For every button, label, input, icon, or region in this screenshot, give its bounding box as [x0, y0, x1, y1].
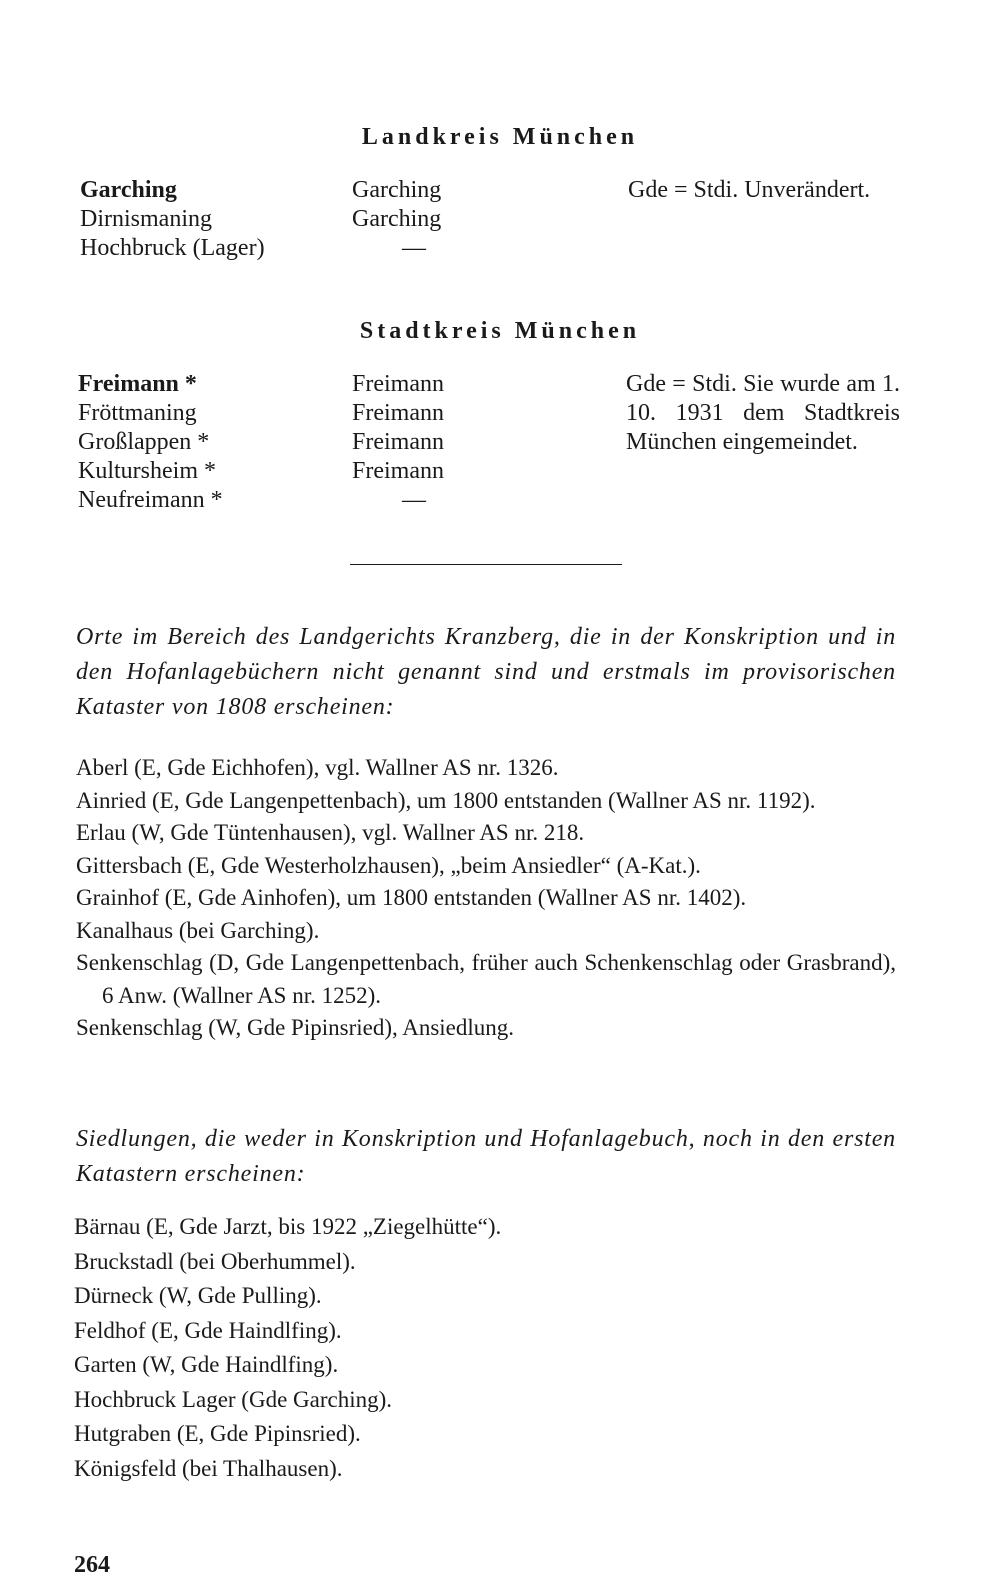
parish-names-stadtkreis: [352, 370, 444, 515]
list-item: Senkenschlag (W, Gde Pipinsried), Ansiedlung.: [76, 1015, 515, 1040]
place-names-stadtkreis: [78, 370, 223, 515]
page-number: 264: [74, 1552, 110, 1578]
list-item: Ainried (E, Gde Langenpettenbach), um 1800 entstanden (Wallner AS nr. 1192).: [76, 787, 816, 813]
parish-name: Garching: [352, 206, 442, 232]
place-name: Garching: [80, 177, 177, 203]
list-item: Königsfeld (bei Thalhausen).: [74, 1455, 343, 1481]
list-item: Senkenschlag (D, Gde Langenpettenbach, früher auch Schenkenschlag oder Grasbrand), 6 Anw. (Wallner AS nr. 1252).: [76, 950, 896, 1008]
place-name: Neufreimann *: [78, 487, 223, 513]
list-item: Aberl (E, Gde Eichhofen), vgl. Wallner AS nr. 1326.: [76, 755, 559, 780]
remark-landkreis: Gde = Stdi. Unverändert.: [628, 177, 871, 203]
list1-entries: [76, 752, 896, 1045]
list-item: Bruckstadl (bei Oberhummel).: [74, 1248, 356, 1274]
list-item: Grainhof (E, Gde Ainhofen), um 1800 entstanden (Wallner AS nr. 1402).: [76, 885, 747, 910]
place-name: Freimann *: [78, 371, 197, 397]
list-item: Bärnau (E, Gde Jarzt, bis 1922 „Ziegelhütte“).: [74, 1214, 502, 1239]
parish-name: —: [402, 235, 426, 261]
section-heading-landkreis: Landkreis München: [361, 124, 639, 150]
parish-name: —: [402, 487, 426, 513]
parish-name: Freimann: [352, 371, 444, 397]
parish-name: Garching: [352, 177, 442, 203]
place-name: Großlappen *: [78, 429, 210, 455]
place-name: Kultursheim *: [78, 458, 216, 484]
list-item: Dürneck (W, Gde Pulling).: [74, 1283, 322, 1308]
remark-stadtkreis: Gde = Stdi. Sie wurde am 1. 10. 1931 dem Stadtkreis München eingemeindet.: [626, 371, 900, 455]
divider-rule: [350, 564, 622, 565]
list2-entries: [74, 1210, 894, 1486]
list2-intro: Siedlungen, die weder in Konskription und Hofanlagebuch, noch in den ersten Katastern erscheinen:: [76, 1126, 896, 1187]
parish-name: Freimann: [352, 429, 444, 455]
place-name: Dirnismaning: [80, 206, 212, 232]
place-names-landkreis: [80, 176, 265, 263]
place-name: Hochbruck (Lager): [80, 235, 265, 261]
list-item: Garten (W, Gde Haindlfing).: [74, 1352, 339, 1377]
list-item: Hochbruck Lager (Gde Garching).: [74, 1386, 393, 1412]
parish-names-landkreis: [352, 176, 441, 263]
place-name: Fröttmaning: [78, 400, 197, 426]
list-item: Erlau (W, Gde Tüntenhausen), vgl. Wallner AS nr. 218.: [76, 820, 585, 845]
list-item: Feldhof (E, Gde Haindlfing).: [74, 1317, 342, 1343]
list-item: Gittersbach (E, Gde Westerholzhausen), „beim Ansiedler“ (A-Kat.).: [76, 852, 701, 878]
parish-name: Freimann: [352, 400, 444, 426]
parish-name: Freimann: [352, 458, 444, 484]
list-item: Kanalhaus (bei Garching).: [76, 917, 320, 943]
list1-intro: Orte im Bereich des Landgerichts Kranzberg, die in der Konskription und in den Hofanlagebüchern nicht genannt sind und erstmals im provisorischen Kataster von 1808 erscheinen:: [76, 624, 896, 720]
list-item: Hutgraben (E, Gde Pipinsried).: [74, 1421, 361, 1446]
section-heading-stadtkreis: Stadtkreis München: [359, 318, 641, 344]
